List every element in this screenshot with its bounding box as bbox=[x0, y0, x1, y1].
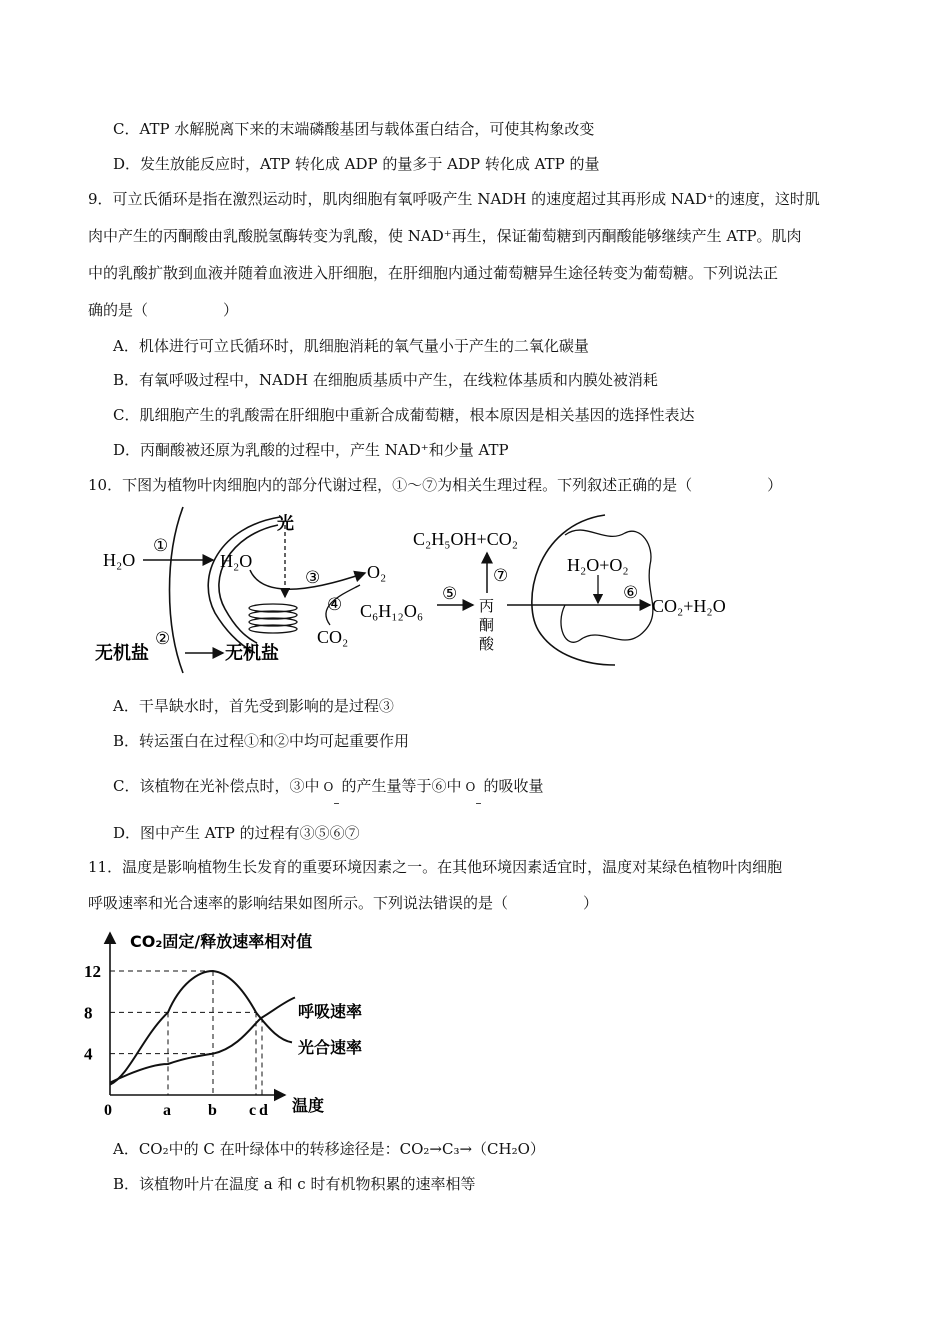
q9-option-d: D．丙酮酸被还原为乳酸的过程中，产生 NAD⁺和少量 ATP bbox=[113, 441, 509, 459]
label-light: 光 bbox=[277, 514, 294, 534]
q8-option-d: D．发生放能反应时，ATP 转化成 ADP 的量多于 ADP 转化成 ATP 的量 bbox=[113, 155, 600, 173]
label-co2: CO₂ bbox=[317, 627, 349, 647]
q10-option-c: C．该植物在光补偿点时，③中 O – 的产生量等于⑥中 O – 的吸收量 bbox=[113, 777, 544, 810]
q10-option-c-part3: 的吸收量 bbox=[483, 777, 544, 795]
y-tick-label: 12 bbox=[84, 962, 101, 981]
metabolism-diagram bbox=[95, 505, 755, 675]
q11-option-b: B．该植物叶片在温度 a 和 c 时有机物积累的速率相等 bbox=[113, 1175, 476, 1193]
label-salt-left: 无机盐 bbox=[95, 643, 149, 664]
x-tick-label: c bbox=[249, 1102, 257, 1119]
label-ethanol: C₂H₅OH+CO₂ bbox=[413, 529, 518, 549]
q11-stem-line2: 呼吸速率和光合速率的影响结果如图所示。下列说法错误的是（ ） bbox=[88, 894, 599, 912]
q9-stem-line1: 9．可立氏循环是指在激烈运动时，肌肉细胞有氧呼吸产生 NADH 的速度超过其再形成 NAD⁺的速度，这时肌 bbox=[88, 190, 820, 208]
mitochondrion-crista bbox=[561, 530, 653, 642]
label-co2-h2o: CO₂+H₂O bbox=[652, 596, 726, 616]
y-tick-label: 4 bbox=[84, 1044, 93, 1064]
q10-option-a: A．干旱缺水时，首先受到影响的是过程③ bbox=[113, 697, 394, 715]
q9-option-a: A．机体进行可立氏循环时，肌细胞消耗的氧气量小于产生的二氧化碳量 bbox=[113, 337, 589, 355]
legend-respiration: 呼吸速率 bbox=[298, 1002, 363, 1021]
label-h2o-o2: H₂O+O₂ bbox=[567, 555, 629, 575]
label-glucose: C₆H₁₂O₆ bbox=[360, 601, 424, 621]
label-process-6: ⑥ bbox=[623, 583, 639, 602]
photosynthesis-curve bbox=[110, 971, 292, 1085]
chart-title: CO₂固定/释放速率相对值 bbox=[130, 932, 313, 951]
q9-stem-line2: 肉中产生的丙酮酸由乳酸脱氢酶转变为乳酸，使 NAD⁺再生，保证葡萄糖到丙酮酸能够继续产生 ATP。肌肉 bbox=[88, 227, 802, 245]
q10-option-b: B．转运蛋白在过程①和②中均可起重要作用 bbox=[113, 732, 410, 750]
x-tick-label: d bbox=[259, 1102, 268, 1119]
q10-option-d: D．图中产生 ATP 的过程有③⑤⑥⑦ bbox=[113, 824, 360, 842]
label-process-4: ④ bbox=[327, 595, 343, 614]
label-process-7: ⑦ bbox=[493, 566, 509, 585]
x-tick-label: a bbox=[163, 1102, 171, 1119]
label-pyruvate-1: 丙 bbox=[479, 597, 495, 615]
temperature-rate-chart bbox=[80, 925, 400, 1125]
x-axis-label: 温度 bbox=[292, 1096, 325, 1115]
thylakoid-stack bbox=[249, 604, 297, 633]
label-h2o-in: H₂O bbox=[220, 551, 253, 571]
label-pyruvate-3: 酸 bbox=[479, 635, 495, 653]
label-pyruvate-2: 酮 bbox=[479, 616, 495, 634]
q11-stem-line1: 11．温度是影响植物生长发育的重要环境因素之一。在其他环境因素适宜时，温度对某绿色植物叶肉细胞 bbox=[88, 858, 783, 876]
q8-option-c: C．ATP 水解脱离下来的末端磷酸基团与载体蛋白结合，可使其构象改变 bbox=[113, 120, 595, 138]
label-salt-right: 无机盐 bbox=[225, 643, 279, 664]
x-tick-label: 0 bbox=[104, 1102, 112, 1119]
label-process-3: ③ bbox=[305, 568, 321, 587]
label-process-1: ① bbox=[153, 536, 169, 555]
q11-option-a: A．CO₂中的 C 在叶绿体中的转移途径是：CO₂→C₃→（CH₂O） bbox=[113, 1140, 545, 1158]
oxygen-symbol-2: O bbox=[465, 780, 476, 794]
label-process-2: ② bbox=[155, 629, 171, 648]
q10-option-c-part1: C．该植物在光补偿点时，③中 bbox=[113, 777, 320, 795]
legend-photosynthesis: 光合速率 bbox=[298, 1038, 363, 1057]
oxygen-symbol-1: O bbox=[323, 780, 334, 794]
q10-option-c-part2: 的产生量等于⑥中 bbox=[341, 777, 462, 795]
label-process-5: ⑤ bbox=[442, 584, 458, 603]
label-h2o-left: H₂O bbox=[103, 550, 136, 570]
label-o2: O₂ bbox=[367, 562, 387, 582]
x-tick-label: b bbox=[208, 1102, 217, 1119]
respiration-curve bbox=[110, 998, 295, 1083]
q9-option-b: B．有氧呼吸过程中，NADH 在细胞质基质中产生，在线粒体基质和内膜处被消耗 bbox=[113, 371, 658, 389]
cell-membrane bbox=[170, 507, 184, 673]
q9-stem-line3: 中的乳酸扩散到血液并随着血液进入肝细胞，在肝细胞内通过葡萄糖异生途径转变为葡萄糖。下列说法正 bbox=[88, 264, 779, 282]
q9-option-c: C．肌细胞产生的乳酸需在肝细胞中重新合成葡萄糖，根本原因是相关基因的选择性表达 bbox=[113, 406, 695, 424]
q9-stem-line4: 确的是（ ） bbox=[88, 301, 239, 319]
y-tick-label: 8 bbox=[84, 1003, 93, 1023]
q10-stem: 10．下图为植物叶肉细胞内的部分代谢过程，①～⑦为相关生理过程。下列叙述正确的是（ ） bbox=[88, 476, 783, 494]
